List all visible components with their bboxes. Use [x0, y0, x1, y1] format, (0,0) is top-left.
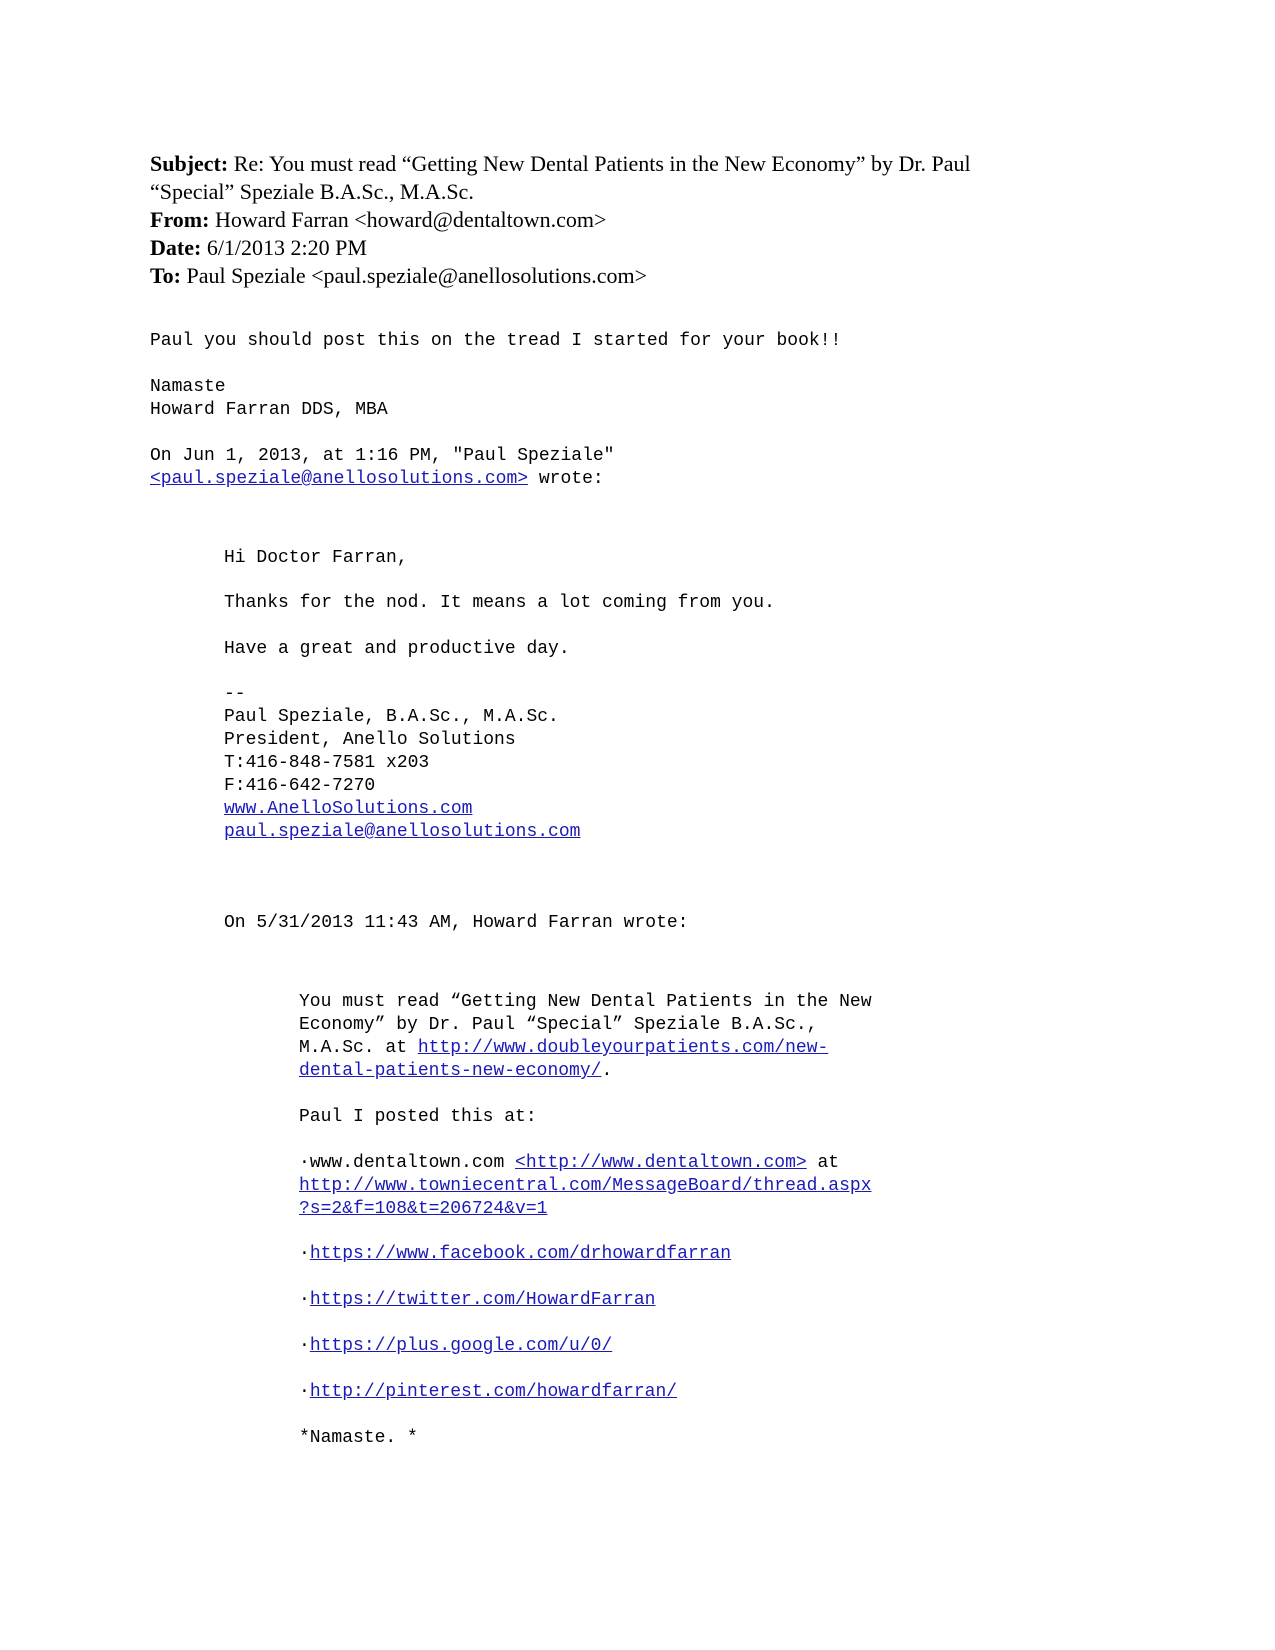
towniecentral-link[interactable]: http://www.towniecentral.com/MessageBoard/thread.aspx	[299, 1176, 872, 1196]
orig-line-2: Economy” by Dr. Paul “Special” Speziale B.A.Sc.,	[299, 1015, 818, 1035]
to-value: Paul Speziale <paul.speziale@anellosolutions.com>	[186, 263, 648, 288]
email-header	[150, 150, 1090, 290]
post-item-facebook	[299, 1243, 731, 1267]
orig-line-1: You must read “Getting New Dental Patients in the New	[299, 992, 872, 1012]
paul-email-link[interactable]: paul.speziale@anellosolutions.com	[224, 822, 581, 842]
to-label: To:	[150, 263, 181, 288]
date-label: Date:	[150, 235, 202, 260]
google-plus-link[interactable]: https://plus.google.com/u/0/	[309, 1336, 613, 1356]
orig-posted-line: Paul I posted this at:	[299, 1107, 537, 1127]
date-row	[150, 234, 1090, 262]
paul-sig-phone: T:416-848-7581 x203	[224, 753, 430, 773]
bullet-icon: ·	[299, 1244, 310, 1264]
dentaltown-at: at	[806, 1153, 840, 1173]
bullet-icon: ·	[299, 1336, 310, 1356]
paul-sig-title: President, Anello Solutions	[224, 730, 516, 750]
reply-quote-intro: On Jun 1, 2013, at 1:16 PM, "Paul Speziale"	[150, 446, 615, 466]
doubleyourpatients-link[interactable]: http://www.doubleyourpatients.com/new-	[417, 1038, 829, 1058]
bullet-icon: ·	[299, 1382, 310, 1402]
orig-closing: *Namaste. *	[299, 1428, 418, 1448]
post-item-twitter	[299, 1289, 655, 1313]
paul-wish: Have a great and productive day.	[224, 639, 570, 659]
paul-thanks: Thanks for the nod. It means a lot coming from you.	[224, 593, 775, 613]
paul-sig-email-line	[224, 821, 580, 845]
from-row	[150, 206, 1090, 234]
bullet-icon: ·	[299, 1290, 310, 1310]
paul-quote-intro: On 5/31/2013 11:43 AM, Howard Farran wrote:	[224, 913, 689, 933]
subject-row-continued	[150, 178, 1090, 206]
paul-sig-dash: --	[224, 684, 246, 704]
dentaltown-text: www.dentaltown.com	[309, 1153, 516, 1173]
orig-line-4	[299, 1060, 612, 1084]
post-item-dentaltown	[299, 1152, 839, 1176]
quote-wrote: wrote:	[528, 469, 604, 489]
paul-sig-web-line	[224, 798, 472, 822]
subject-row	[150, 150, 1090, 178]
quote-email-link[interactable]: <paul.speziale@anellosolutions.com>	[150, 469, 529, 489]
paul-sig-fax: F:416-642-7270	[224, 776, 376, 796]
reply-signoff: Namaste	[150, 377, 226, 397]
paul-sig-name: Paul Speziale, B.A.Sc., M.A.Sc.	[224, 707, 559, 727]
post-item-pinterest	[299, 1381, 677, 1405]
paul-greeting: Hi Doctor Farran,	[224, 548, 408, 568]
from-value: Howard Farran <howard@dentaltown.com>	[214, 207, 607, 232]
bullet-icon: ·	[299, 1153, 310, 1173]
pinterest-link[interactable]: http://pinterest.com/howardfarran/	[309, 1382, 678, 1402]
reply-signature: Howard Farran DDS, MBA	[150, 400, 388, 420]
to-row	[150, 262, 1090, 290]
reply-quote-line	[150, 468, 604, 492]
reply-body: Paul you should post this on the tread I started for your book!!	[150, 331, 842, 351]
doubleyourpatients-link-continued[interactable]: dental-patients-new-economy/	[299, 1061, 602, 1081]
facebook-link[interactable]: https://www.facebook.com/drhowardfarran	[309, 1244, 732, 1264]
subject-line-2: “Special” Speziale B.A.Sc., M.A.Sc.	[150, 179, 474, 204]
anello-website-link[interactable]: www.AnelloSolutions.com	[224, 799, 473, 819]
orig-line-3	[299, 1037, 828, 1061]
orig-line-3-text: M.A.Sc. at	[299, 1038, 418, 1058]
towniecentral-link-continued[interactable]: ?s=2&f=108&t=206724&v=1	[299, 1199, 548, 1219]
post-item-google-plus	[299, 1335, 612, 1359]
date-value: 6/1/2013 2:20 PM	[206, 235, 367, 260]
twitter-link[interactable]: https://twitter.com/HowardFarran	[309, 1290, 656, 1310]
towniecentral-line-2	[299, 1198, 547, 1222]
towniecentral-line-1	[299, 1175, 872, 1199]
dentaltown-link[interactable]: <http://www.dentaltown.com>	[515, 1153, 807, 1173]
from-label: From:	[150, 207, 210, 232]
subject-label: Subject:	[150, 151, 229, 176]
orig-line-4-tail: .	[601, 1061, 613, 1081]
subject-line-1: Re: You must read “Getting New Dental Patients in the New Economy” by Dr. Paul	[233, 151, 971, 176]
